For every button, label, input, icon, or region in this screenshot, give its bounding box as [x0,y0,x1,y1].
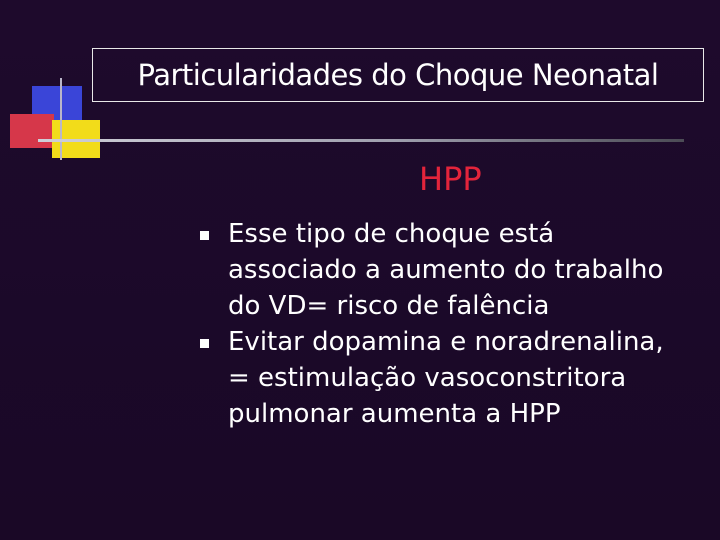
bullet-text-line: do VD= risco de falência [228,291,550,321]
square-bullet-icon [200,339,209,348]
bullet-text-line: Esse tipo de choque está [228,219,555,249]
square-bullet-icon [200,231,209,240]
decorative-red-square [10,114,54,148]
title-box [92,48,704,102]
bullet-text-line: = estimulação vasoconstritora [228,363,627,393]
bullet-text-line: associado a aumento do trabalho [228,255,664,285]
decorative-vertical-line [60,78,62,160]
bullet-item [200,324,710,432]
slide-title: Particularidades do Choque Neonatal [137,58,659,92]
bullet-text-line: Evitar dopamina e noradrenalina, [228,327,664,357]
bullet-item [200,216,710,324]
slide-subtitle: HPP [419,160,482,198]
title-divider-line [38,139,684,142]
bullet-list [200,216,710,432]
bullet-text-line: pulmonar aumenta a HPP [228,399,561,429]
